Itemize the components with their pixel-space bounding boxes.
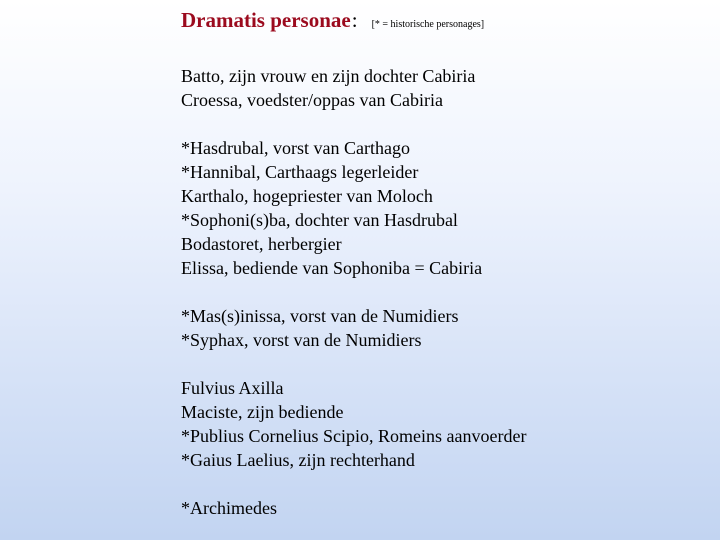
character-line: Karthalo, hogepriester van Moloch	[181, 186, 433, 206]
historical-note: [* = historische personages]	[371, 19, 485, 30]
character-group	[181, 64, 701, 112]
character-group	[181, 376, 701, 472]
slide-title: Dramatis personae	[181, 8, 351, 32]
character-line: *Syphax, vorst van de Numidiers	[181, 330, 422, 350]
character-line: Bodastoret, herbergier	[181, 234, 342, 254]
character-line: *Sophoni(s)ba, dochter van Hasdrubal	[181, 210, 458, 230]
character-line: Fulvius Axilla	[181, 378, 284, 398]
character-group	[181, 304, 701, 352]
character-group	[181, 136, 701, 280]
character-line: *Archimedes	[181, 498, 277, 518]
character-line: *Publius Cornelius Scipio, Romeins aanvoerder	[181, 426, 527, 446]
title-colon: :	[351, 8, 358, 32]
character-line: Elissa, bediende van Sophoniba = Cabiria	[181, 258, 483, 278]
character-line: Batto, zijn vrouw en zijn dochter Cabiria	[181, 66, 476, 86]
character-group	[181, 496, 701, 520]
character-line: Maciste, zijn bediende	[181, 402, 344, 422]
title-row	[181, 8, 701, 38]
character-line: *Mas(s)inissa, vorst van de Numidiers	[181, 306, 459, 326]
slide	[181, 8, 701, 544]
character-line: Croessa, voedster/oppas van Cabiria	[181, 90, 443, 110]
character-line: *Hasdrubal, vorst van Carthago	[181, 138, 410, 158]
character-line: *Hannibal, Carthaags legerleider	[181, 162, 419, 182]
character-list	[181, 64, 701, 520]
character-line: *Gaius Laelius, zijn rechterhand	[181, 450, 415, 470]
